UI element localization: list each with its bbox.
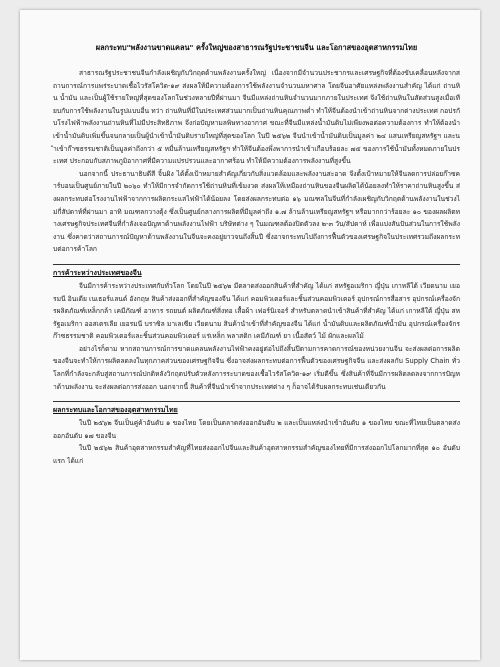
- china-trade-paragraph-2: อย่างไรก็ตาม หากสถานการณ์การขาดแคลนพลังงานไฟฟ้าคงอยู่ต่อไปถึงสิ้นปีตามการคาดการณ์ของหน่วยงานจีน จะส่งผลต่อการผลิตของจีนจะทำให้การผลิตลดลงในทุกภาคส่วนของเศรษฐกิจจีน ซึ่งอาจส่งผลกระทบต่อการฟื้นตัวของเศรษฐกิจจีน และส่งผลกับ Supply Chain ทั่วโลกที่กำลังจะกลับสู่สถานการณ์ปกติหลังวิกฤตปรับตัวหลังการระบาดของเชื้อไวรัสโควิด-๑๙ เริ่มดีขึ้น ซึ่งสินค้าที่จีนมีการผลิตลดลงจากการปัญหาด้านพลังงาน จะส่งผลต่อการส่งออก นอกจากนี้ สินค้าที่จีนนำเข้าจากประเทศต่าง ๆ ก็อาจได้รับผลกระทบเช่นเดียวกัน: [53, 344, 460, 391]
- document-title: ผลกระทบ"พลังงานขาดแคลน" ครั้งใหญ่ของสาธารณรัฐประชาชนจีน และโอกาสของอุตสาหกรรมไทย: [95, 43, 418, 52]
- intro-paragraph-1: สาธารณรัฐประชาชนจีนกำลังเผชิญกับวิกฤตด้านพลังงานครั้งใหญ่ เนื่องจากมีจำนวนประชากรและเศรษฐกิจที่ต้องขับเคลื่อนหลังจากสถานการณ์การแพร่ระบาดเชื้อไวรัสโควิด-๑๙ ส่งผลให้มีความต้องการใช้พลังงานจำนวนมหาศาล โดยจีนอาศัยแหล่งพลังงานสำคัญ ได้แก่ ถ่านหิน น้ำมัน และเป็นผู้ใช้รายใหญ่ที่สุดของโลกในช่วงหลายปีที่ผ่านมา จีนมีแหล่งถ่านหินจำนวนมากภายในประเทศ จึงใช้ถ่านหินในสัดส่วนสูงเมื่อเทียบกับการใช้พลังงานในรูปแบบอื่น ทว่า ถ่านหินที่มีในประเทศส่วนมากเป็นถ่านหินคุณภาพต่ำ ทำให้จีนต้องนำเข้าถ่านหินจากต่างประเทศ กอปรกับโรงไฟฟ้าพลังงานถ่านหินที่ไม่มีประสิทธิภาพ จึงก่อปัญหามลพิษทางอากาศ ขณะที่จีนมีแหล่งน้ำมันดิบไม่เพียงพอต่อความต้องการ ทำให้ต้องนำเข้าน้ำมันดิบเพิ่มขึ้นจนกลายเป็นผู้นำเข้าน้ำมันดิบรายใหญ่ที่สุดของโลก ในปี ๒๕๖๒ จีนนำเข้าน้ำมันดิบเป็นมูลค่า ๒๔ แสนเหรียญสหรัฐฯ และนำเข้าก๊าซธรรมชาติเป็นมูลค่าถึงกว่า ๕ หมื่นล้านเหรียญสหรัฐฯ ทำให้จีนต้องพึ่งพาการนำเข้าเกือบร้อยละ ๗๕ ของการใช้น้ำมันทั้งหมดภายในประเทศ ประกอบกับสภาพภูมิอากาศที่มีความแปรปรวนและอากาศร้อน ทำให้มีความต้องการพลังงานที่สูงขึ้น: [53, 69, 460, 166]
- section-heading-china-trade: การค้าระหว่างประเทศของจีน: [53, 268, 142, 277]
- intro-paragraph-2: นอกจากนี้ ประธานาธิบดีสี จิ้นผิง ได้ตั้งเป้าหมายสำคัญเกี่ยวกับสิ่งแวดล้อมและพลังงานสะอาด จึงตั้งเป้าหมายให้จีนลดการปล่อยก๊าซคาร์บอนเป็นศูนย์ภายในปี ๒๐๖๐ ทำให้มีการจำกัดการใช้ถ่านหินที่เข้มงวด ส่งผลให้เหมืองถ่านหินของจีนผลิตได้น้อยลงทำให้ราคาถ่านหินสูงขึ้น ส่งผลกระทบต่อโรงงานไฟฟ้าจากการผลิตกระแสไฟฟ้าได้น้อยลง โดยส่งผลกระทบต่อ ๑๖ มณฑลในจีนที่กำลังเผชิญกับวิกฤตด้านพลังงานในช่วงไม่กี่สัปดาห์ที่ผ่านมา อาทิ มณฑลกวางตุ้ง ซึ่งเป็นศูนย์กลางการผลิตที่มีมูลค่าถึง ๑.๗ ล้านล้านเหรียญสหรัฐฯ หรือมากกว่าร้อยละ ๑๐ ของผลผลิตทางเศรษฐกิจประเทศจีนที่กำลังเจอปัญหาด้านพลังงานไฟฟ้า บริษัทต่าง ๆ ในมณฑลต้องปิดตัวลง ๒-๓ วัน/สัปดาห์ เพื่อแบ่งสันปันส่วนในการใช้พลังงาน ซึ่งคาดว่าสถานการณ์ปัญหาด้านพลังงานในจีนจะคงอยู่ยาวจนถึงสิ้นปี ซึ่งอาจกระทบไปถึงการฟื้นตัวของเศรษฐกิจในประเทศรวมถึงผลกระทบต่อการค้าโลก: [53, 169, 460, 254]
- thai-impact-paragraph-2: ในปี ๒๕๖๒ สินค้าอุตสาหกรรมสำคัญที่ไทยส่งออกไปจีนและสินค้าอุตสาหกรรมสำคัญของไทยที่มีการส่งออกไปโลกมากที่สุด ๑๐ อันดับแรก ได้แก่: [53, 444, 460, 466]
- section-heading-thai-impact: ผลกระทบและโอกาสของอุตสาหกรรมไทย: [53, 406, 178, 415]
- document-body: [53, 43, 460, 468]
- document-page: [20, 10, 480, 660]
- section-divider: [53, 401, 460, 402]
- thai-impact-paragraph-1: ในปี ๒๕๖๒ จีนเป็นคู่ค้าอันดับ ๑ ของไทย โดยเป็นตลาดส่งออกอันดับ ๒ และเป็นแหล่งนำเข้าอันดับ ๑ ของไทย ขณะที่ไทยเป็นตลาดส่งออกอันดับ ๑๗ ของจีน: [53, 419, 460, 440]
- china-trade-paragraph-1: จีนมีการค้าระหว่างประเทศกับทั่วโลก โดยในปี ๒๕๖๒ มีตลาดส่งออกสินค้าที่สำคัญ ได้แก่ สหรัฐอเมริกา ญี่ปุ่น เกาหลีใต้ เวียดนาม เยอรมนี อินเดีย เนเธอร์แลนด์ อังกฤษ สินค้าส่งออกที่สำคัญของจีน ได้แก่ คอมพิวเตอร์และชิ้นส่วนคอมพิวเตอร์ อุปกรณ์การสื่อสาร อุปกรณ์เครื่องจักรผลิตภัณฑ์เหล็กกล้า เคมีภัณฑ์ อาหาร รถยนต์ ผลิตภัณฑ์สิ่งทอ เสื้อผ้า เฟอร์นิเจอร์ สำหรับตลาดนำเข้าสินค้าที่สำคัญ ได้แก่ เกาหลีใต้ ญี่ปุ่น สหรัฐอเมริกา ออสเตรเลีย เยอรมนี บราซิล มาเลเซีย เวียดนาม สินค้านำเข้าที่สำคัญของจีน ได้แก่ น้ำมันดิบและผลิตภัณฑ์น้ำมัน อุปกรณ์เครื่องจักร ก๊าซธรรมชาติ คอมพิวเตอร์และชิ้นส่วนคอมพิวเตอร์ แร่เหล็ก พลาสติก เคมีภัณฑ์ ยา เนื้อสัตว์ ไม้ ผักและผลไม้: [53, 281, 460, 341]
- section-divider: [53, 264, 460, 265]
